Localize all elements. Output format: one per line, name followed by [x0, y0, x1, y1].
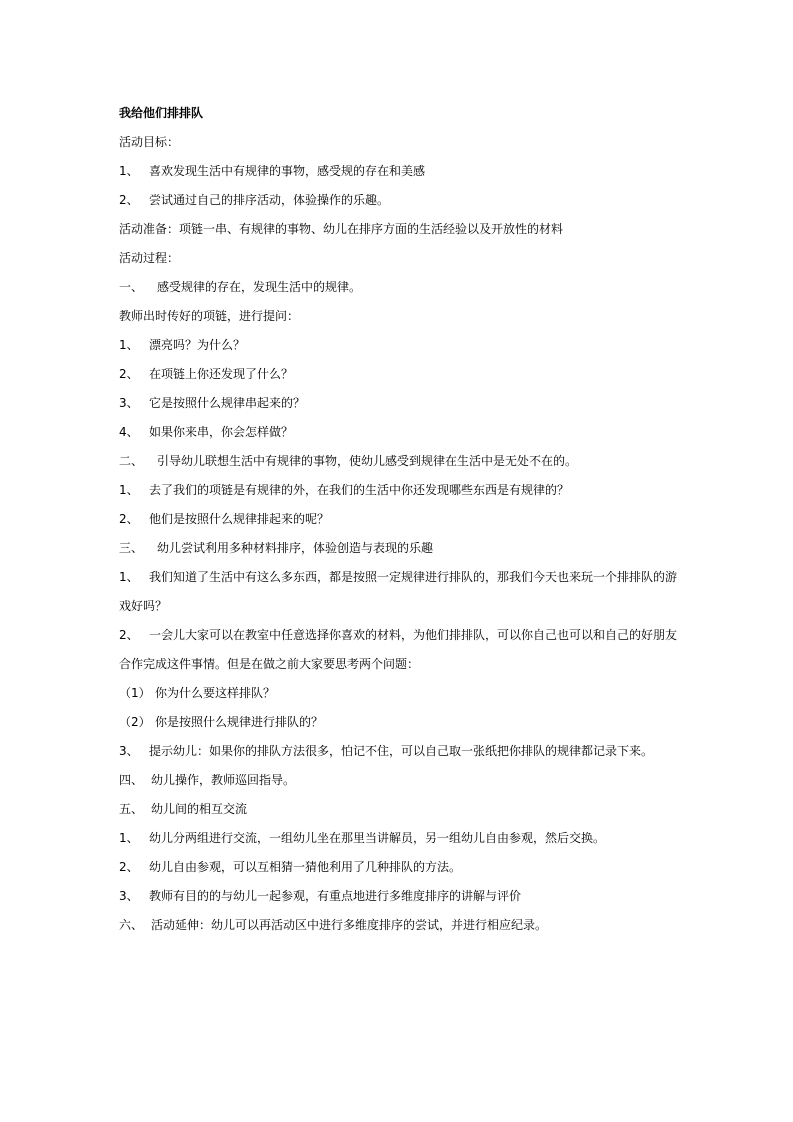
item-number: 1、	[119, 164, 139, 178]
item-number: 1、	[119, 831, 139, 845]
text-line	[119, 302, 679, 331]
item-text: 教师有目的的与幼儿一起参观，有重点地进行多维度排序的讲解与评价	[149, 889, 522, 903]
item-number: （2）	[119, 715, 151, 729]
section-heading	[119, 447, 679, 476]
line-text: 活动过程：	[119, 251, 180, 265]
item-text: 你是按照什么规律进行排队的？	[155, 715, 324, 729]
item-text: 提示幼儿：如果你的排队方法很多，怕记不住，可以自己取一张纸把你排队的规律都记录下来。	[149, 744, 654, 758]
section-number: 一、	[119, 280, 144, 294]
line-text: 教师出时传好的项链，进行提问：	[119, 309, 300, 323]
item-number: 2、	[119, 193, 139, 207]
list-item	[119, 360, 679, 389]
section-text: 引导幼儿联想生活中有规律的事物，使幼儿感受到规律在生活中是无处不在的。	[157, 454, 578, 468]
list-item	[119, 882, 679, 911]
item-text: 它是按照什么规律串起来的？	[149, 396, 306, 410]
section-number: 六、	[119, 918, 144, 932]
list-item	[119, 737, 679, 766]
document-title: 我给他们排排队	[119, 106, 204, 120]
item-number: （1）	[119, 686, 151, 700]
list-item	[119, 679, 679, 708]
item-number: 1、	[119, 338, 139, 352]
list-item-paragraph	[119, 563, 679, 621]
list-item	[119, 418, 679, 447]
item-text: 在项链上你还发现了什么？	[149, 367, 294, 381]
section-text: 幼儿操作，教师巡回指导。	[151, 773, 296, 787]
item-text: 你为什么要这样排队？	[155, 686, 276, 700]
list-item	[119, 331, 679, 360]
list-item	[119, 824, 679, 853]
section-text: 幼儿间的相互交流	[151, 802, 248, 816]
item-text: 他们是按照什么规律排起来的呢？	[149, 512, 330, 526]
section-number: 二、	[119, 454, 144, 468]
list-item	[119, 853, 679, 882]
item-text: 一会儿大家可以在教室中任意选择你喜欢的材料，为他们排排队，可以你自己也可以和自己的好朋友合作完成这件事情。但是在做之前大家要思考两个问题：	[119, 628, 678, 671]
item-number: 2、	[119, 628, 139, 642]
section-text: 活动延伸：幼儿可以再活动区中进行多维度排序的尝试，并进行相应纪录。	[151, 918, 548, 932]
item-text: 如果你来串，你会怎样做？	[149, 425, 294, 439]
line-text: 活动准备：项链一串、有规律的事物、幼儿在排序方面的生活经验以及开放性的材料	[119, 222, 564, 236]
list-item	[119, 157, 679, 186]
section-heading	[119, 534, 679, 563]
item-text: 漂亮吗？为什么？	[149, 338, 246, 352]
section-text: 感受规律的存在，发现生活中的规律。	[157, 280, 362, 294]
section-number: 三、	[119, 541, 144, 555]
item-number: 3、	[119, 744, 139, 758]
list-item	[119, 505, 679, 534]
item-number: 3、	[119, 889, 139, 903]
text-line	[119, 215, 679, 244]
list-item	[119, 389, 679, 418]
line-text: 活动目标：	[119, 135, 180, 149]
item-text: 尝试通过自己的排序活动，体验操作的乐趣。	[149, 193, 390, 207]
list-item	[119, 476, 679, 505]
item-number: 2、	[119, 512, 139, 526]
section-text: 幼儿尝试利用多种材料排序，体验创造与表现的乐趣	[157, 541, 434, 555]
document-body	[119, 99, 679, 940]
item-number: 2、	[119, 860, 139, 874]
item-text: 幼儿分两组进行交流，一组幼儿坐在那里当讲解员，另一组幼儿自由参观，然后交换。	[149, 831, 606, 845]
list-item	[119, 708, 679, 737]
section-heading	[119, 911, 679, 940]
list-item-paragraph	[119, 621, 679, 679]
item-number: 2、	[119, 367, 139, 381]
section-heading	[119, 273, 679, 302]
section-number: 五、	[119, 802, 144, 816]
item-text: 我们知道了生活中有这么多东西，都是按照一定规律进行排队的，那我们今天也来玩一个排排队的游戏好吗？	[119, 570, 678, 613]
section-heading	[119, 766, 679, 795]
text-line	[119, 244, 679, 273]
item-text: 喜欢发现生活中有规律的事物，感受规的存在和美感	[149, 164, 426, 178]
item-text: 去了我们的项链是有规律的外，在我们的生活中你还发现哪些东西是有规律的？	[149, 483, 570, 497]
item-number: 3、	[119, 396, 139, 410]
list-item	[119, 186, 679, 215]
section-number: 四、	[119, 773, 144, 787]
item-number: 1、	[119, 570, 139, 584]
item-number: 1、	[119, 483, 139, 497]
section-heading	[119, 795, 679, 824]
item-text: 幼儿自由参观，可以互相猜一猜他利用了几种排队的方法。	[149, 860, 462, 874]
text-line	[119, 128, 679, 157]
item-number: 4、	[119, 425, 139, 439]
